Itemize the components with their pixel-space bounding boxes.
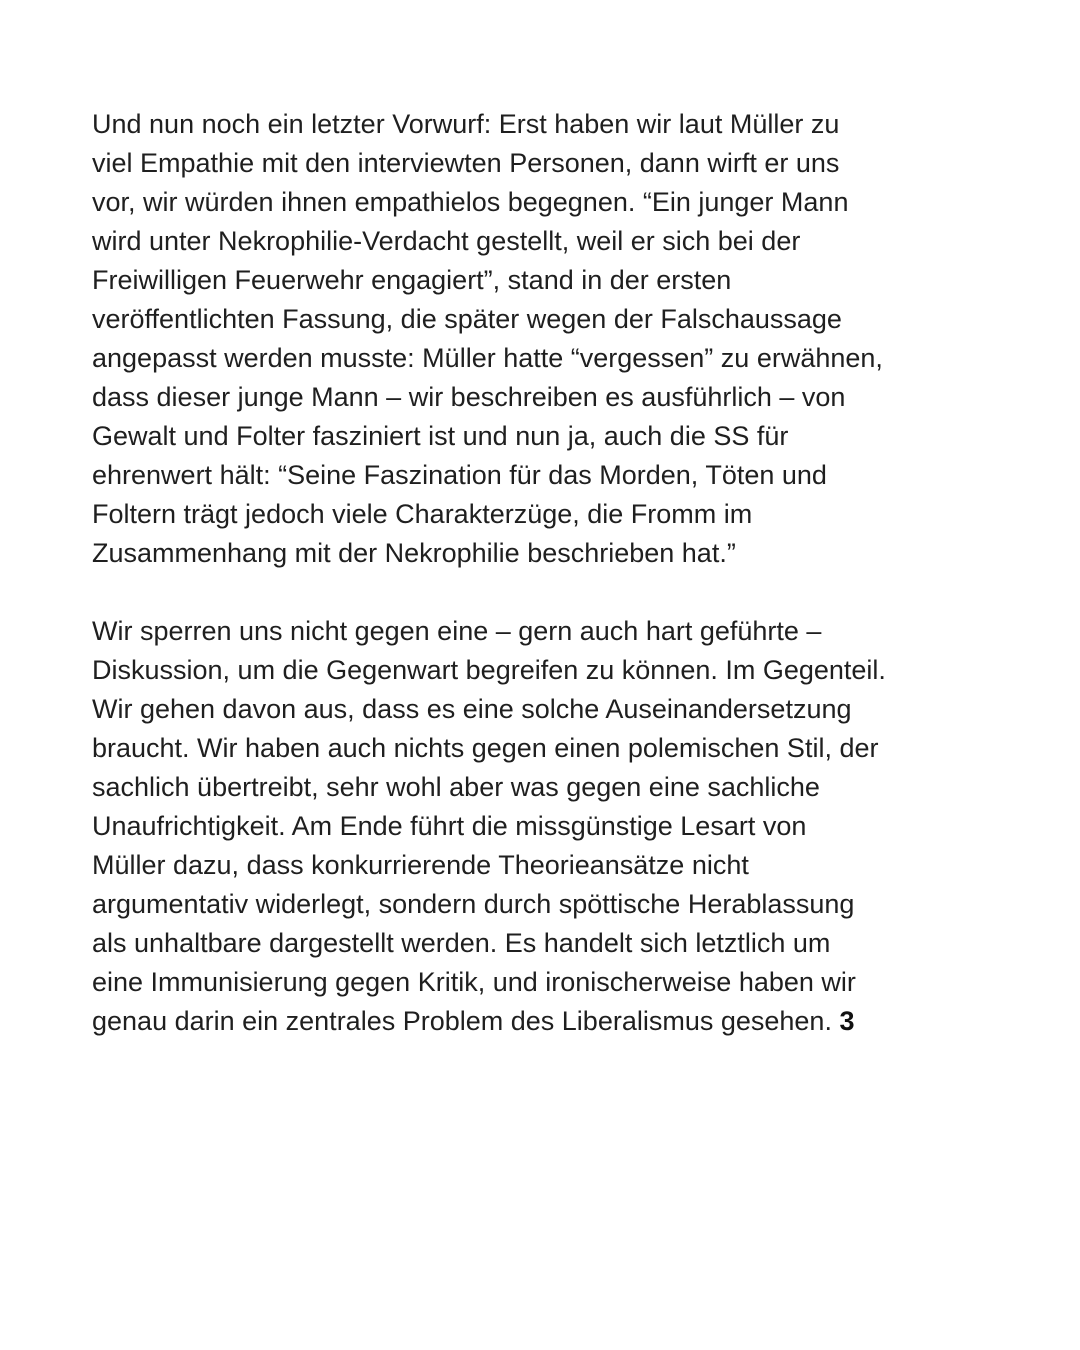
paragraph-2 — [92, 612, 992, 1041]
paragraph-1 — [92, 105, 992, 573]
text-line: braucht. Wir haben auch nichts gegen einen polemischen Stil, der — [92, 733, 879, 763]
text-line: ehrenwert hält: “Seine Faszination für das Morden, Töten und — [92, 460, 827, 490]
text-line: Unaufrichtigkeit. Am Ende führt die missgünstige Lesart von — [92, 811, 807, 841]
paragraph-spacer — [92, 573, 992, 612]
text-line: viel Empathie mit den interviewten Personen, dann wirft er uns — [92, 148, 840, 178]
text-line: argumentativ widerlegt, sondern durch spöttische Herablassung — [92, 889, 855, 919]
last-text-line — [92, 1002, 992, 1041]
text-line-content: genau darin ein zentrales Problem des Liberalismus gesehen. — [92, 1006, 832, 1036]
text-line: angepasst werden musste: Müller hatte “vergessen” zu erwähnen, — [92, 343, 883, 373]
text-line: dass dieser junge Mann – wir beschreiben es ausführlich – von — [92, 382, 846, 412]
text-line: Diskussion, um die Gegenwart begreifen zu können. Im Gegenteil. — [92, 655, 886, 685]
text-line: Freiwilligen Feuerwehr engagiert”, stand in der ersten — [92, 265, 732, 295]
text-line: eine Immunisierung gegen Kritik, und ironischerweise haben wir — [92, 967, 856, 997]
text-line: als unhaltbare dargestellt werden. Es handelt sich letztlich um — [92, 928, 831, 958]
text-line: veröffentlichten Fassung, die später wegen der Falschaussage — [92, 304, 842, 334]
text-line: Gewalt und Folter fasziniert ist und nun ja, auch die SS für — [92, 421, 789, 451]
page-number: 3 — [839, 1006, 855, 1036]
text-line: vor, wir würden ihnen empathielos begegnen. “Ein junger Mann — [92, 187, 849, 217]
text-line: Und nun noch ein letzter Vorwurf: Erst haben wir laut Müller zu — [92, 109, 840, 139]
text-line: wird unter Nekrophilie-Verdacht gestellt, weil er sich bei der — [92, 226, 801, 256]
article-body — [92, 105, 992, 1041]
text-line: Zusammenhang mit der Nekrophilie beschrieben hat.” — [92, 538, 736, 568]
text-line: Foltern trägt jedoch viele Charakterzüge, die Fromm im — [92, 499, 753, 529]
text-line: Wir sperren uns nicht gegen eine – gern auch hart geführte – — [92, 616, 822, 646]
text-line: Müller dazu, dass konkurrierende Theorieansätze nicht — [92, 850, 749, 880]
text-line: sachlich übertreibt, sehr wohl aber was gegen eine sachliche — [92, 772, 820, 802]
text-line: Wir gehen davon aus, dass es eine solche Auseinandersetzung — [92, 694, 852, 724]
